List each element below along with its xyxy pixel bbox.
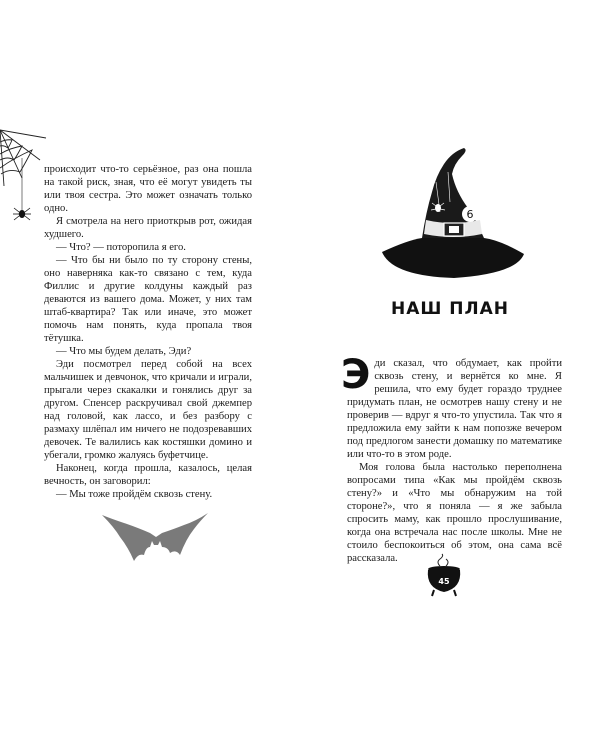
spider-web-icon — [0, 128, 50, 223]
chapter-number: 6 — [466, 208, 474, 221]
paragraph: Я смотрела на него приоткрыв рот, ожидая худшего. — [44, 216, 252, 240]
paragraph: Эди посмотрел перед собой на всех мальчишек и девчонок, что кричали и играли, прыгали через скакалки и гонялись друг за другом. Спенсер раскручивал свой джемпер над головой, как лассо, и без разбору с размаху шлёпал им ничего не подозревавших девочек. Те валились как костяшки домино и убегали, громко жалуясь буфетчице. — [44, 359, 252, 461]
paragraph — [341, 352, 562, 461]
right-body-text — [341, 352, 562, 565]
first-paragraph-text: ди сказал, что обдумает, как пройти сквозь стену, и вернётся ко мне. Я решила, что ему будет гораздо труднее придумать план, не осмотрев нашу стену и не проверив — вдруг я что-то упустила. Так что я предложила ему зайти к нам попозже вечером под предлогом занести домашку по математике или что-то в этом роде. — [347, 358, 562, 460]
right-page — [300, 0, 600, 750]
left-body-text — [44, 163, 252, 501]
witch-hat-icon — [378, 142, 528, 292]
drop-cap: Э — [341, 352, 371, 398]
paragraph: — Что бы ни было по ту сторону стены, оно наверняка как-то связано с тем, куда Филлис и другие колдуны каждый раз деваются из вашего дома. Может, у них там штаб-квартира? Так или иначе, это может помочь нам понять, куда пропала твоя тётушка. — [44, 255, 252, 344]
cauldron-icon — [424, 554, 464, 600]
paragraph: происходит что-то серьёзное, раз она пошла на такой риск, зная, что её могут увидеть ты или твоя сестра. Это может означать только одно. — [44, 164, 252, 214]
page-number: 45 — [438, 577, 450, 586]
chapter-title: НАШ ПЛАН — [390, 299, 510, 319]
paragraph: Наконец, когда прошла, казалось, целая вечность, он заговорил: — [44, 463, 252, 487]
paragraph: — Мы тоже пройдём сквозь стену. — [56, 489, 213, 500]
paragraph: — Что мы будем делать, Эди? — [56, 346, 192, 357]
paragraph: — Что? — поторопила я его. — [56, 242, 186, 253]
bat-icon — [100, 507, 210, 567]
paragraph: Моя голова была настолько переполнена вопросами типа «Как мы пройдём сквозь стену?» и «Что мы обнаружим на той стороне?», что я поняла — я же забыла спросить маму, как прошло прослушивание, когда она встречала нас после школы. Мне не стоило беспокоиться об этом, она сама всё рассказала. — [347, 462, 562, 564]
